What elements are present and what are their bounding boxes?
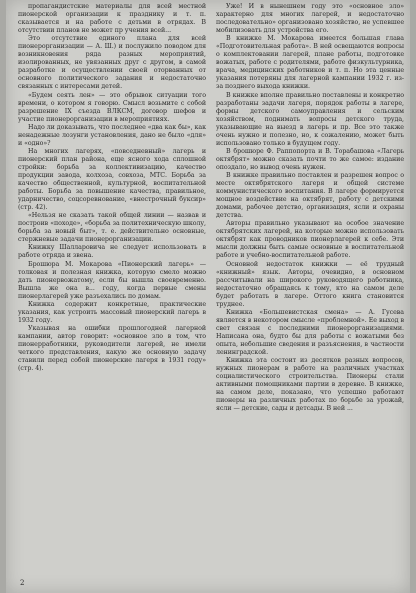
paragraph: «Будем сеять лен» — это обрывок ситуации того времени, о котором я говорю. Смысл возьмите с собой разрешение IX съезда ВЛКСМ, договор шефов и участие пионерорганизации в мероприятиях. — [18, 91, 206, 123]
paragraph: В книжке правильно поставлен и разрешен вопрос о месте октябрятского лагеря и общей системе коммунистического воспитания. В лагере формируется мощное воздействие на октябрят, работу с детскими домами, рабочее детство, организация, ясли и охраны детства. — [216, 171, 404, 220]
paragraph: На многих лагерях, «повседневный» лагерь и пионерский план района, еще ясного хода сплошной стройки: борьба за коллективизацию, качество продукции завода, колхоза, совхоза, МТС. Борьба за качество общественной, культурной, воспитательной работы. Борьба за повышение качества, правильное, ударничество, соцсоревнование, «внестрочный буксир» (стр. 42). — [18, 147, 206, 212]
paragraph: Книжку Шалларовича не следует использовать в работе отряда и звена. — [18, 244, 206, 260]
paragraph: Надо ли доказывать, что последнее «два как бы», как ненадежные лозунги установления, дано не было «для» и «одно»? — [18, 123, 206, 147]
paragraph: В книжке вполне правильно поставлены и конкретно разработаны задачи лагеря, порядок работы в лагере, формы детского самоуправления и сельским хозяйством, поднимать вопросы детского труда, указывающие на выезд в лагерь и пр. Все это также очень нужно и полезно, но, к сожалению, может быть использовано только в будущем году. — [216, 91, 404, 147]
paragraph: В брошюре Ф. Раппопорта и В. Торабашова «Лагерь октябрят» можно сказать почти то же самое: издание опоздало, но вывод очень нужен. — [216, 147, 404, 171]
paragraph: Уже! И в нынешнем году это «основное зло» характерно для многих лагерей, и недостаточно последовательно» организовано хозяйство, не успевшее мобилизовать для устройства его. — [216, 3, 404, 35]
right-column — [216, 3, 404, 413]
paragraph: Брошюра М. Мокарова «Пионерский лагерь» — толковая и полезная книжка, которую смело можно дать пионервожатому, если бы вышла своевременно. Вышла же она в... году, когда первые смены пионерлагерей уже разъехались по домам. — [18, 260, 206, 300]
paragraph: «Нельзя не сказать такой общей линии — назвав и построив «походе», «борьба за политехническую школу, борьба за новый быт», т. е. действительно основные, стержневые задачи пионерорганизации. — [18, 212, 206, 244]
page-number: 2 — [20, 579, 25, 587]
paragraph: Основной недостаток книжки — её трудный «книжный» язык. Авторы, очевидно, в основном рассчитывали на широкого руководящего работника, недостаточно обращаясь к тому, кто на самом деле будет работать в лагере. Оттого книга становится труднее. — [216, 260, 404, 308]
paragraph: Указывая на ошибки прошлогодней лагерной кампании, автор говорит: «основное зло в том, что пионерработники, руководители лагерей, не имели четкого представления, какую же основную задачу ставили перед собой пионерские лагеря в 1931 году» (стр. 4). — [18, 324, 206, 373]
paragraph: Авторы правильно указывают на особое значение октябрятских лагерей, на которые можно использовать октябрят как проводников пионерлагерей к себе. Эти мысли должны быть самые основные в воспитательной работе и учебно-воспитательной работе. — [216, 220, 404, 260]
paragraph: пропагандистские материалы для всей местной пионерской организации к празднику и т. п. сказывается и на работе с детьми в отрядах. В отсутствии планов не может пр учения всей... — [18, 3, 206, 35]
left-column — [18, 3, 206, 373]
book-page — [6, 0, 410, 593]
paragraph: Книжка «Большевистская смена» — А. Гусева является в некотором смысле «проблемной». Ее выход в свет связан с последними пионерорганизациями. Написана она, будто бы для работы с вожатыми без опыта, небольшие сведения и разъяснения, в частности ленинградской. — [216, 308, 404, 357]
paragraph: Книжка эта состоит из десятков разных вопросов, нужных пионерам в работе на различных участках социалистического строительства. Пионеры стали активными помощниками партии в деревне. В книжке, на самом деле, показано, что успешно работают пионеры на различных работах по борьбе за урожай, ясли — детские, сады и детсады. В ней ... — [216, 357, 404, 413]
paragraph: В книжке М. Мокарова имеется большая глава «Подготовительная работа». В ней освещаются вопросы о комплектовании лагерей, плане работы, подготовке вожатых, работе с родителями, работе физкультурника, врача, медицинских работников и т. п. Но эта ценные указания потеряны для лагерной кампании 1932 г. из-за позднего выхода книжки. — [216, 35, 404, 91]
paragraph: Это отсутствие единого плана для всей пионерорганизации — А. Ш.) и послужило поводом для возникновения ряда разных мероприятий, изолированных, не увязанных друг с другом, в самой разработке и осуществлении своей оторванных от основного политического задания и недостаточно связанных с интересами детей. — [18, 35, 206, 91]
paragraph: Книжка содержит конкретные, практические указания, как устроить массовый пионерский лагерь в 1932 году. — [18, 300, 206, 324]
